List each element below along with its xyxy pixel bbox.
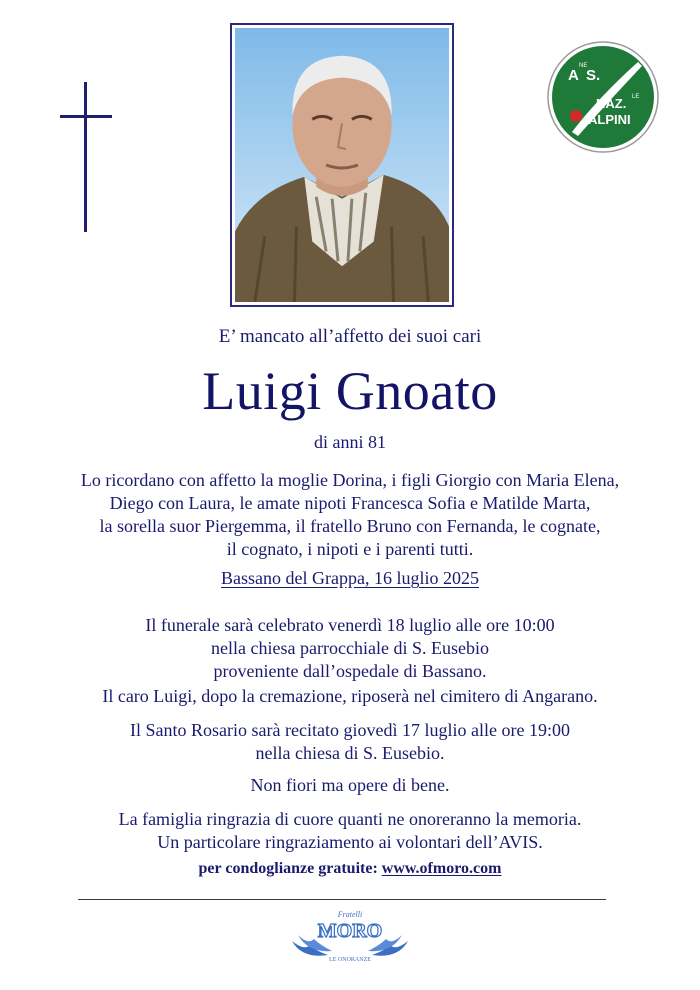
funeral-line: proveniente dall’ospedale di Bassano. bbox=[213, 661, 487, 681]
thanks-line: La famiglia ringrazia di cuore quanti ne onoreranno la memoria. bbox=[118, 809, 582, 829]
age-text: di anni 81 bbox=[314, 432, 386, 452]
svg-text:NE: NE bbox=[579, 63, 588, 69]
svg-text:LE: LE bbox=[632, 94, 640, 100]
burial-info: Il caro Luigi, dopo la cremazione, riposerà nel cimitero di Angarano. bbox=[102, 686, 598, 706]
rosary-line: nella chiesa di S. Eusebio. bbox=[255, 743, 445, 763]
mourners-line: Diego con Laura, le amate nipoti Francesca Sofia e Matilde Marta, bbox=[109, 493, 591, 513]
funeral-line: Il funerale sarà celebrato venerdì 18 luglio alle ore 10:00 bbox=[145, 615, 555, 635]
rosary-line: Il Santo Rosario sarà recitato giovedì 17 luglio alle ore 19:00 bbox=[130, 720, 570, 740]
funeral-line: nella chiesa parrocchiale di S. Eusebio bbox=[211, 638, 489, 658]
mourners-line: il cognato, i nipoti e i parenti tutti. bbox=[226, 539, 474, 559]
ana-alpini-badge bbox=[546, 40, 660, 154]
place-date-text: Bassano del Grappa, 16 luglio 2025 bbox=[221, 568, 479, 588]
deceased-name: Luigi Gnoato bbox=[202, 361, 498, 421]
portrait-photo bbox=[230, 23, 454, 307]
place-date bbox=[0, 568, 700, 589]
portrait-image bbox=[235, 28, 449, 302]
moro-logo bbox=[288, 905, 412, 967]
funeral-info bbox=[0, 614, 700, 683]
condolences-label: per condoglianze gratuite: bbox=[198, 860, 382, 877]
cross-icon bbox=[60, 82, 112, 232]
thanks-line: Un particolare ringraziamento ai volontari dell’AVIS. bbox=[157, 832, 543, 852]
svg-text:ALPINI: ALPINI bbox=[588, 112, 631, 127]
mourners-line: Lo ricordano con affetto la moglie Dorina, i figli Giorgio con Maria Elena, bbox=[80, 470, 620, 490]
condolences-link[interactable]: www.ofmoro.com bbox=[381, 860, 502, 877]
svg-text:LE ONORANZE: LE ONORANZE bbox=[329, 957, 371, 963]
svg-text:A: A bbox=[568, 67, 579, 84]
svg-text:NAZ.: NAZ. bbox=[596, 96, 627, 111]
thanks-paragraph bbox=[0, 808, 700, 854]
svg-text:Fratelli: Fratelli bbox=[337, 910, 363, 919]
svg-text:MORO: MORO bbox=[317, 920, 383, 942]
divider bbox=[78, 899, 606, 900]
mourners-paragraph bbox=[0, 469, 700, 561]
rosary-info bbox=[0, 719, 700, 765]
flowers-note: Non fiori ma opere di bene. bbox=[250, 775, 450, 795]
svg-text:S.: S. bbox=[586, 67, 601, 84]
mourners-line: la sorella suor Piergemma, il fratello Bruno con Fernanda, le cognate, bbox=[99, 516, 601, 536]
condolences-line bbox=[0, 860, 700, 878]
intro-text: E’ mancato all’affetto dei suoi cari bbox=[218, 326, 482, 347]
